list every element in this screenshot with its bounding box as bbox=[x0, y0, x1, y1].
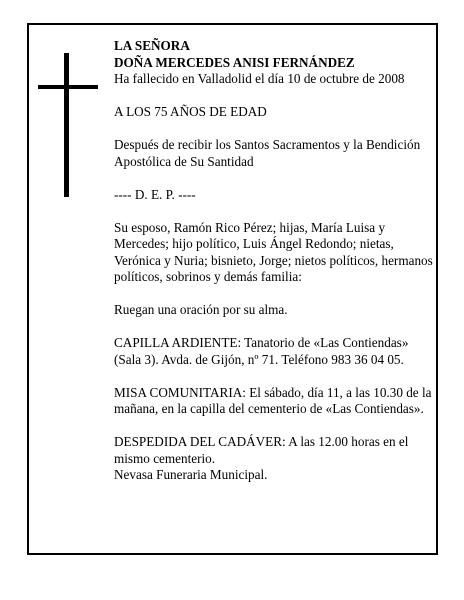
title-line: LA SEÑORA bbox=[114, 38, 190, 53]
prayer-line: Ruegan una oración por su alma. bbox=[114, 302, 288, 317]
family-paragraph: Su esposo, Ramón Rico Pérez; hijas, María Luisa y Mercedes; hijo político, Luis Ángel Redondo; nietas, Verónica y Nuria; bisnieto, Jorge; nietos políticos, hermanos políticos, sobrinos y demás familia: bbox=[114, 219, 433, 284]
death-notice: Ha fallecido en Valladolid el día 10 de octubre de 2008 bbox=[114, 71, 405, 86]
dep-line: ---- D. E. P. ---- bbox=[114, 186, 196, 202]
funeral-home-line: Nevasa Funeraria Municipal. bbox=[114, 467, 268, 482]
sacraments-paragraph: Después de recibir los Santos Sacramentos y la Bendición Apostólica de Su Santidad bbox=[114, 137, 421, 169]
age-line: A LOS 75 AÑOS DE EDAD bbox=[114, 104, 267, 119]
cross-vertical-bar bbox=[64, 53, 69, 197]
chapel-paragraph: CAPILLA ARDIENTE: Tanatorio de «Las Contiendas» (Sala 3). Avda. de Gijón, nº 71. Teléfono 983 36 04 05. bbox=[114, 335, 409, 367]
burial-block bbox=[114, 434, 436, 484]
cross-horizontal-bar bbox=[38, 85, 98, 89]
mass-paragraph: MISA COMUNITARIA: El sábado, día 11, a las 10.30 de la mañana, en la capilla del cementerio de «Las Contiendas». bbox=[114, 384, 432, 416]
deceased-name: DOÑA MERCEDES ANISI FERNÁNDEZ bbox=[114, 54, 355, 70]
header-block bbox=[114, 38, 436, 88]
obituary-text bbox=[114, 38, 436, 500]
cross-icon bbox=[38, 53, 98, 197]
burial-paragraph: DESPEDIDA DEL CADÁVER: A las 12.00 horas en el mismo cementerio. bbox=[114, 434, 409, 466]
